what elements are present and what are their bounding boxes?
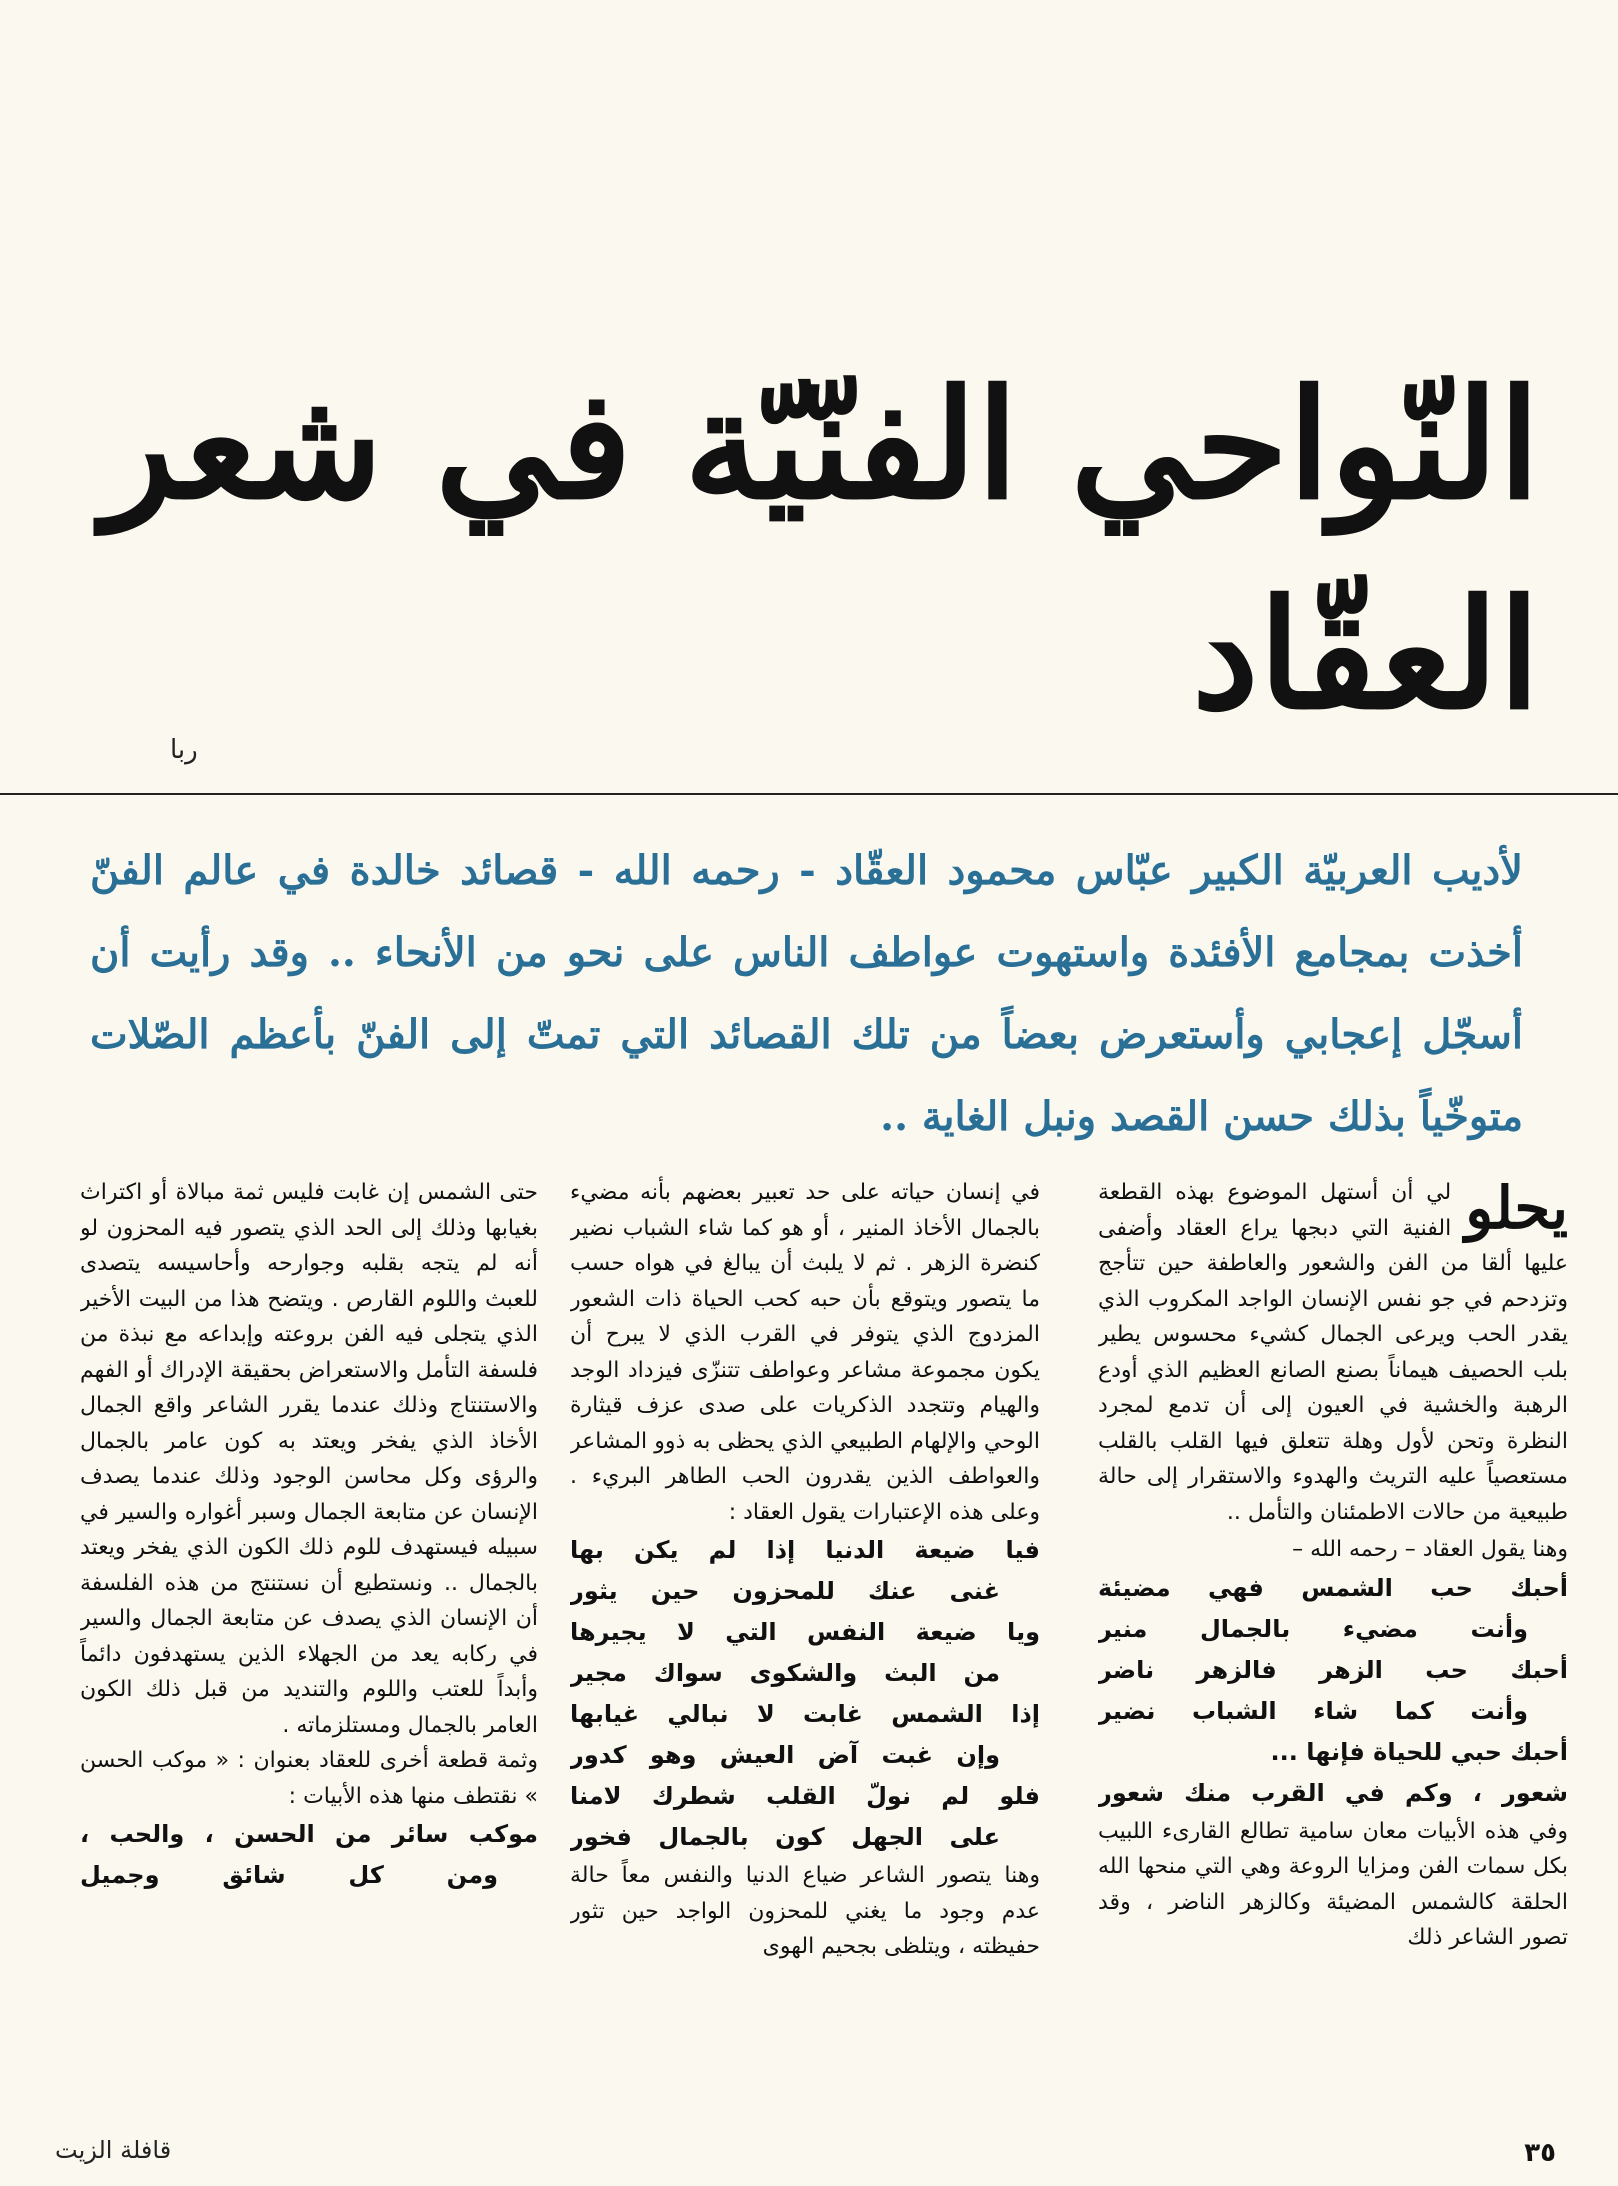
verse-line: ويا ضيعة النفس التي لا يجيرها (570, 1618, 1040, 1646)
verse-line: فلو لم نولّ القلب شطرك لامنا (570, 1782, 1040, 1810)
verse-line: موكب سائر من الحسن ، والحب ، (80, 1820, 538, 1848)
body-paragraph: حتى الشمس إن غابت فليس ثمة مبالاة أو اكتراث بغيابها وذلك إلى الحد الذي يتصور فيه المحزون لو أنه لم يتجه بقلبه وجوارحه وأحاسيسه يتصدى للعبث واللوم القارص . ويتضح هذا من البيت الأخير الذي يتجلى فيه الفن بروعته وإبداعه مع نبذة من فلسفة التأمل والاستعراض بحقيقة الإدراك أو الفهم والاستنتاج وذلك عندما يقرر الشاعر واقع الجمال الأخاذ الذي يفخر ويعتد به كون عامر بالجمال والرؤى وكل محاسن الوجود وذلك عندما يصدف الإنسان عن متابعة الجمال وسبر أغواره والسير في سبيله فيستهدف للوم ذلك الكون الذي يفخر ويعتد بالجمال .. ونستطيع أن نستنتج من هذه الفلسفة أن الإنسان الذي يصدف عن متابعة الجمال والسير في ركابه يعد من الجهلاء الذين يستهدفون دائماً وأبداً للعتب واللوم والتنديد من قبل ذلك الكون العامر بالجمال ومستلزماته . (80, 1180, 538, 1738)
column-left (80, 1175, 538, 2095)
body-paragraph: وهنا يتصور الشاعر ضياع الدنيا والنفس معاً حالة عدم وجود ما يغني للمحزون الواجد حين تثور حفيظته ، ويتلظى بجحيم الهوى (570, 1863, 1040, 1959)
verse-line: على الجهل كون بالجمال فخور (570, 1823, 1000, 1851)
verse-line: إذا الشمس غابت لا نبالي غيابها (570, 1700, 1040, 1728)
title-line-1: النّواحي الفنّيّة في شعر (102, 357, 1540, 533)
drop-cap-word: يحلو (1465, 1175, 1568, 1242)
verse-line: فيا ضيعة الدنيا إذا لم يكن بها (570, 1536, 1040, 1564)
opening-paragraph (1098, 1175, 1568, 1530)
verse-line: أحبك حب الزهر فالزهر ناضر (1098, 1655, 1568, 1684)
title-divider (0, 793, 1618, 795)
verse-line: غنى عنك للمحزون حين يثور (570, 1577, 1000, 1605)
page-number: ٣٥ (1524, 2138, 1556, 2168)
column-middle (570, 1175, 1040, 2095)
body-paragraph: في إنسان حياته على حد تعبير بعضهم بأنه مضيء بالجمال الأخاذ المنير ، أو هو كما شاء الشباب نضير كنضرة الزهر . ثم لا يلبث أن يبالغ في هواه حسب ما يتصور ويتوقع بأن حبه كحب الحياة ذات الشعور المزدوج الذي يتوفر في القرب الذي لا يبرح أن يكون مجموعة مشاعر وعواطف تتنزّى فيزداد الوجد والهيام وتتجدد الذكريات على صدى عزف قيثارة الوحي والإلهام الطبيعي الذي يحظى به ذوو المشاعر والعواطف الذين يقدرون الحب الطاهر البريء . وعلى هذه الإعتبارات يقول العقاد : (570, 1180, 1040, 1525)
verse-line: من البث والشكوى سواك مجير (570, 1659, 1000, 1687)
article-body (80, 1175, 1568, 2095)
article-title (102, 330, 1540, 780)
body-paragraph: وفي هذه الأبيات معان سامية تطالع القارىء اللبيب بكل سمات الفن ومزايا الروعة وهي التي منحها الله الحلقة كالشمس المضيئة وكالزهر الناضر ، وقد تصور الشاعر ذلك (1098, 1818, 1568, 1950)
intro-paragraph: لأديب العربيّة الكبير عبّاس محمود العقّاد - رحمه الله - قصائد خالدة في عالم الفنّ أخذت بمجامع الأفئدة واستهوت عواطف الناس على نحو من الأنحاء .. وقد رأيت أن أسجّل إعجابي وأستعرض بعضاً من تلك القصائد التي تمتّ إلى الفنّ بأعظم الصّلات متوخّياً بذلك حسن القصد ونبل الغاية .. (90, 847, 1523, 1140)
verse-line: ومن كل شائق وجميل (80, 1861, 498, 1889)
verse-line: وأنت مضيء بالجمال منير (1098, 1614, 1528, 1643)
opening-text: لي أن أستهل الموضوع بهذه القطعة الفنية التي دبجها يراع العقاد وأضفى عليها ألقا من الفن والشعور والعاطفة حين تتأجج وتزدحم في جو نفس الإنسان الواجد المكروب الذي يقدر الحب ويرعى الجمال كشيء محسوس يطير بلب الحصيف هيماناً بصنع الصانع العظيم الذي أودع الرهبة والخشية في العيون إلى أن تدمع لمجرد النظرة وتحن لأول وهلة تتعلق فيها القلب بالقلب مستعصياً عليه التريث والهدوء والاستقرار إلى حالة طبيعية من حالات الاطمئنان والتأمل .. (1098, 1180, 1568, 1525)
verse-line: أحبك حبي للحياة فإنها ... (1270, 1737, 1568, 1766)
column-right (1098, 1175, 1568, 2095)
verse-line: وإن غبت آض العيش وهو كدور (570, 1741, 1000, 1769)
magazine-name: قافلة الزيت (55, 2136, 172, 2164)
calligrapher-signature: ربا (170, 735, 198, 765)
body-paragraph: وثمة قطعة أخرى للعقاد بعنوان : « موكب الحسن » نقتطف منها هذه الأبيات : (80, 1748, 538, 1809)
verse-line: وأنت كما شاء الشباب نضير (1098, 1696, 1528, 1725)
title-line-2: العقّاد (1191, 567, 1540, 743)
verse-line: شعور ، وكم في القرب منك شعور (1098, 1778, 1568, 1807)
quote-intro: وهنا يقول العقاد – رحمه الله – (1292, 1537, 1568, 1562)
verse-line: أحبك حب الشمس فهي مضيئة (1098, 1573, 1568, 1602)
